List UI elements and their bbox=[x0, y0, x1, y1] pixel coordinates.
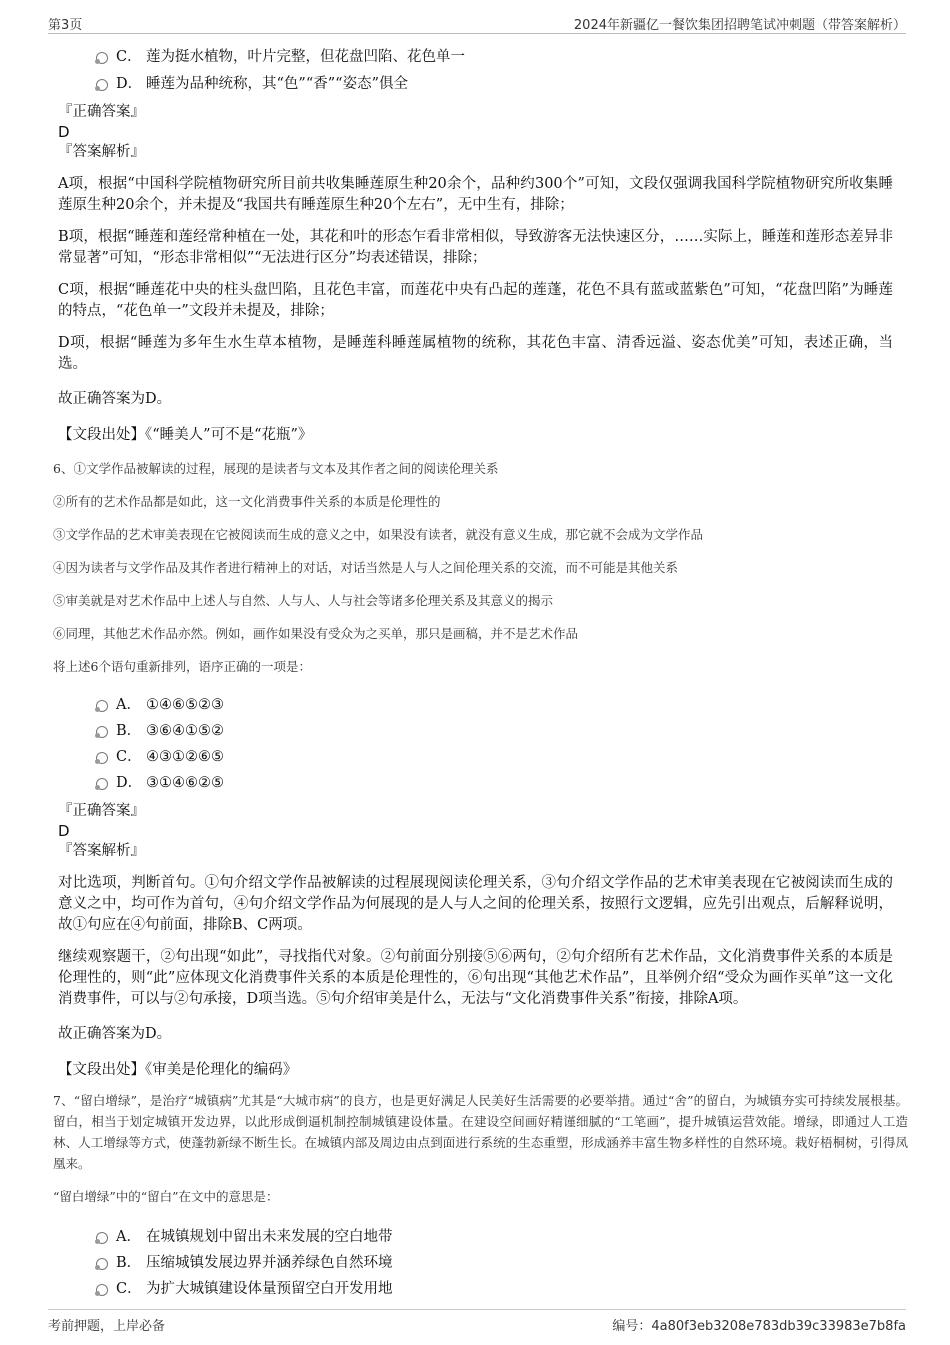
q6-stem-6: ⑥同理，其他艺术作品亦然。例如，画作如果没有受众为之买单，那只是画稿，并不是艺术作品 bbox=[53, 626, 579, 641]
option-text: 压缩城镇发展边界并涵养绿色自然环境 bbox=[146, 1255, 393, 1271]
option-text: ③⑥④①⑤② bbox=[146, 723, 224, 739]
q6-stem-3: ③文学作品的艺术审美表现在它被阅读而生成的意义之中，如果没有读者，就没有意义生成，那它就不会成为文学作品 bbox=[53, 527, 704, 542]
radio-icon[interactable] bbox=[96, 1258, 108, 1270]
option-text: ④③①②⑥⑤ bbox=[146, 749, 224, 765]
q5-answer: D bbox=[58, 123, 70, 141]
q6-analysis-2: 继续观察题干，②句出现“如此”，寻找指代对象。②句前面分别接⑤⑥两句，②句介绍所有艺术作品，文化消费事件关系的本质是伦理性的，则“此”应体现文化消费事件关系的本质是伦理性的，⑥句出现“其他艺术作品”，且举例介绍“受众为画作买单”这一文化消费事件，可以与②句承接，D项当选。⑤句介绍审美是什么，无法与“文化消费事件关系”衔接，排除A项。 bbox=[58, 949, 893, 1007]
page-footer bbox=[48, 1309, 906, 1334]
option-text: 莲为挺水植物，叶片完整，但花盘凹陷、花色单一 bbox=[146, 49, 465, 65]
option-letter: D． bbox=[116, 775, 143, 791]
q6-analysis-label: 『答案解析』 bbox=[58, 843, 145, 859]
q7-stem: 7、“留白增绿”，是治疗“城镇病”尤其是“大城市病”的良方，也是更好满足人民美好生活需要的必要举措。通过“舍”的留白，为城镇夯实可持续发展根基。留白，相当于划定城镇开发边界，以此形成倒逼机制控制城镇建设体量。在建设空间画好精谨细腻的“工笔画”，提升城镇运营效能。增绿，即通过人工造林、人工增绿等方式，使蓬勃新绿不断生长。在城镇内部及周边由点到面进行系统的生态重塑，形成涵养丰富生物多样性的自然环境。栽好梧桐树，引得凤凰来。 bbox=[53, 1093, 908, 1171]
radio-icon[interactable] bbox=[96, 1284, 108, 1296]
option-text: ①④⑥⑤②③ bbox=[146, 697, 224, 713]
radio-icon[interactable] bbox=[96, 700, 108, 712]
q7-option-c[interactable] bbox=[96, 1276, 906, 1302]
q5-analysis-c: C项，根据“睡莲花中央的柱头盘凹陷，且花色丰富，而莲花中央有凸起的莲蓬，花色不具有蓝或蓝紫色”可知，“花盘凹陷”为睡莲的特点，“花色单一”文段并未提及，排除； bbox=[58, 282, 893, 319]
radio-icon[interactable] bbox=[96, 726, 108, 738]
q7-option-a[interactable] bbox=[96, 1224, 906, 1250]
page-header bbox=[48, 11, 906, 34]
option-letter: C． bbox=[116, 1281, 142, 1297]
q6-analysis-1: 对比选项，判断首句。①句介绍文学作品被解读的过程展现阅读伦理关系，③句介绍文学作品的艺术审美表现在它被阅读而生成的意义之中，均可作为首句，④句介绍文学作品为何展现的是人与人之间的伦理关系，按照行文逻辑，应先引出观点，后解释说明，故①句应在④句前面，排除B、C两项。 bbox=[58, 875, 893, 933]
q6-source: 【文段出处】《审美是伦理化的编码》 bbox=[58, 1062, 298, 1078]
q5-analysis-d: D项，根据“睡莲为多年生水生草本植物，是睡莲科睡莲属植物的统称，其花色丰富、清香远溢、姿态优美”可知，表述正确，当选。 bbox=[58, 335, 893, 372]
q6-option-d[interactable] bbox=[96, 770, 906, 796]
q6-conclusion: 故正确答案为D。 bbox=[58, 1026, 172, 1042]
option-text: ③①④⑥②⑤ bbox=[146, 775, 224, 791]
option-letter: A． bbox=[116, 1229, 141, 1245]
option-letter: C． bbox=[116, 49, 142, 65]
q5-analysis-b: B项，根据“睡莲和莲经常种植在一处，其花和叶的形态乍看非常相似，导致游客无法快速区分，……实际上，睡莲和莲形态差异非常显著”可知，“形态非常相似”“无法进行区分”均表述错误，排除； bbox=[58, 229, 893, 266]
q7-option-b[interactable] bbox=[96, 1250, 906, 1276]
option-letter: D． bbox=[116, 76, 143, 92]
q5-answer-label: 『正确答案』 bbox=[58, 104, 145, 120]
q7-question: “留白增绿”中的“留白”在文中的意思是： bbox=[53, 1189, 279, 1204]
radio-icon[interactable] bbox=[96, 778, 108, 790]
footer-slogan: 考前押题，上岸必备 bbox=[48, 1319, 166, 1334]
option-letter: A． bbox=[116, 697, 141, 713]
q5-conclusion: 故正确答案为D。 bbox=[58, 391, 172, 407]
q6-stem-5: ⑤审美就是对艺术作品中上述人与自然、人与人、人与社会等诸多伦理关系及其意义的揭示 bbox=[53, 593, 554, 608]
q6-option-a[interactable] bbox=[96, 692, 906, 718]
q5-option-d[interactable] bbox=[96, 71, 906, 97]
option-text: 睡莲为品种统称，其“色”“香”“姿态”俱全 bbox=[146, 76, 408, 92]
q6-answer-label: 『正确答案』 bbox=[58, 803, 145, 819]
page-number: 第3页 bbox=[48, 18, 83, 33]
option-letter: B． bbox=[116, 723, 142, 739]
q6-answer: D bbox=[58, 822, 70, 840]
q5-option-c[interactable] bbox=[96, 44, 906, 70]
q6-stem-2: ②所有的艺术作品都是如此，这一文化消费事件关系的本质是伦理性的 bbox=[53, 494, 441, 509]
radio-icon[interactable] bbox=[96, 1232, 108, 1244]
q5-source: 【文段出处】《“睡美人”可不是“花瓶”》 bbox=[58, 427, 313, 443]
q6-stem-4: ④因为读者与文学作品及其作者进行精神上的对话，对话当然是人与人之间伦理关系的交流，而不可能是其他关系 bbox=[53, 560, 679, 575]
q6-option-b[interactable] bbox=[96, 718, 906, 744]
q5-analysis-label: 『答案解析』 bbox=[58, 144, 145, 160]
q6-stem-1: 6、①文学作品被解读的过程，展现的是读者与文本及其作者之间的阅读伦理关系 bbox=[53, 461, 499, 476]
option-letter: C． bbox=[116, 749, 142, 765]
q6-option-c[interactable] bbox=[96, 744, 906, 770]
document-code: 编号：4a80f3eb3208e783db39c33983e7b8fa bbox=[612, 1319, 906, 1334]
option-text: 在城镇规划中留出未来发展的空白地带 bbox=[146, 1229, 393, 1245]
document-title: 2024年新疆亿一餐饮集团招聘笔试冲刺题（带答案解析） bbox=[573, 18, 906, 33]
option-text: 为扩大城镇建设体量预留空白开发用地 bbox=[146, 1281, 393, 1297]
radio-icon[interactable] bbox=[96, 79, 108, 91]
q5-analysis-a: A项，根据“中国科学院植物研究所目前共收集睡莲原生种20余个，品种约300个”可知，文段仅强调我国科学院植物研究所收集睡莲原生种20余个，并未提及“我国共有睡莲原生种20个左右”，无中生有，排除； bbox=[58, 176, 893, 213]
radio-icon[interactable] bbox=[96, 752, 108, 764]
q6-question: 将上述6个语句重新排列，语序正确的一项是： bbox=[53, 659, 311, 674]
option-letter: B． bbox=[116, 1255, 142, 1271]
page-content bbox=[53, 44, 908, 1302]
radio-icon[interactable] bbox=[96, 52, 108, 64]
